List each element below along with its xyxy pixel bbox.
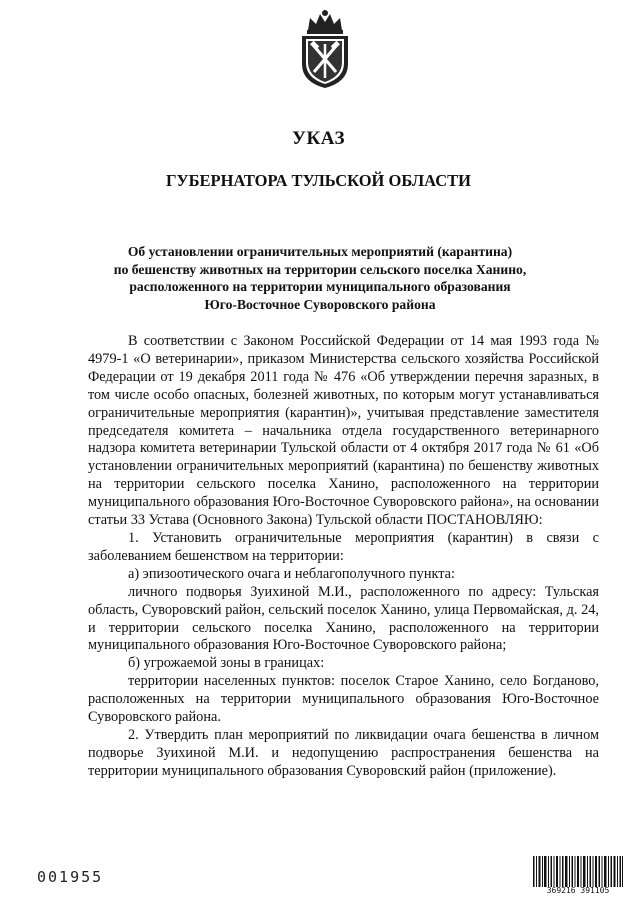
barcode: [533, 856, 623, 887]
coat-of-arms-emblem: [296, 8, 354, 90]
decree-body: [88, 333, 599, 781]
decree-title: УКАЗ: [292, 128, 345, 149]
document-serial-number: 001955: [37, 868, 104, 886]
subject-line: Юго-Восточное Суворовского района: [204, 296, 436, 312]
item-1a-text: личного подворья Зуихиной М.И., расположенного по адресу: Тульская область, Суворовский район, сельский поселок Ханино, улица Первомайская, д. 24, и территории сельского поселка Ханино, расположенного на территории муниципального образования Юго-Восточное Суворовского района;: [88, 583, 599, 654]
item-1b-text: территории населенных пунктов: поселок Старое Ханино, село Богданово, расположенных на территории муниципального образования Юго-Восточное Суворовского района.: [88, 673, 599, 726]
item-1: 1. Установить ограничительные мероприятия (карантин) в связи с заболеванием бешенством на территории:: [88, 529, 599, 564]
decree-subject: [60, 243, 580, 313]
item-2: 2. Утвердить план мероприятий по ликвидации очага бешенства в личном подворье Зуихиной М.И. и недопущению распространения бешенства на территории муниципального образования Суворовский район (приложение).: [88, 726, 599, 779]
item-1a: а) эпизоотического очага и неблагополучного пункта:: [128, 565, 455, 582]
subject-line: по бешенству животных на территории сельского поселка Ханино,: [113, 261, 527, 277]
subject-line: расположенного на территории муниципального образования: [129, 279, 511, 295]
item-1b: б) угрожаемой зоны в границах:: [128, 655, 325, 672]
issuer-title: ГУБЕРНАТОРА ТУЛЬСКОЙ ОБЛАСТИ: [165, 171, 471, 190]
subject-line: Об установлении ограничительных мероприятий (карантина): [127, 244, 513, 259]
barcode-number: 369216 391105: [546, 886, 610, 895]
preamble-paragraph: В соответствии с Законом Российской Федерации от 14 мая 1993 года № 4979-1 «О ветеринарии», приказом Министерства сельского хозяйства Российской Федерации от 19 декабря 2011 года № 476 «Об утверждении перечня заразных, в том числе особо опасных, болезней животных, по которым могут устанавливаться ограничительные мероприятия (карантин)», учитывая представление заместителя председателя комитета – начальника отдела государственного ветеринарного надзора комитета ветеринарии Тульской области от 4 октября 2017 года № 61 «Об установлении ограничительных мероприятий (карантина) по бешенству животных на территории сельского поселка Ханино, расположенного на территории муниципального образования Юго-Восточное Суворовского района», на основании статьи 33 Устава (Основного Закона) Тульской области ПОСТАНОВЛЯЮ:: [88, 333, 599, 529]
